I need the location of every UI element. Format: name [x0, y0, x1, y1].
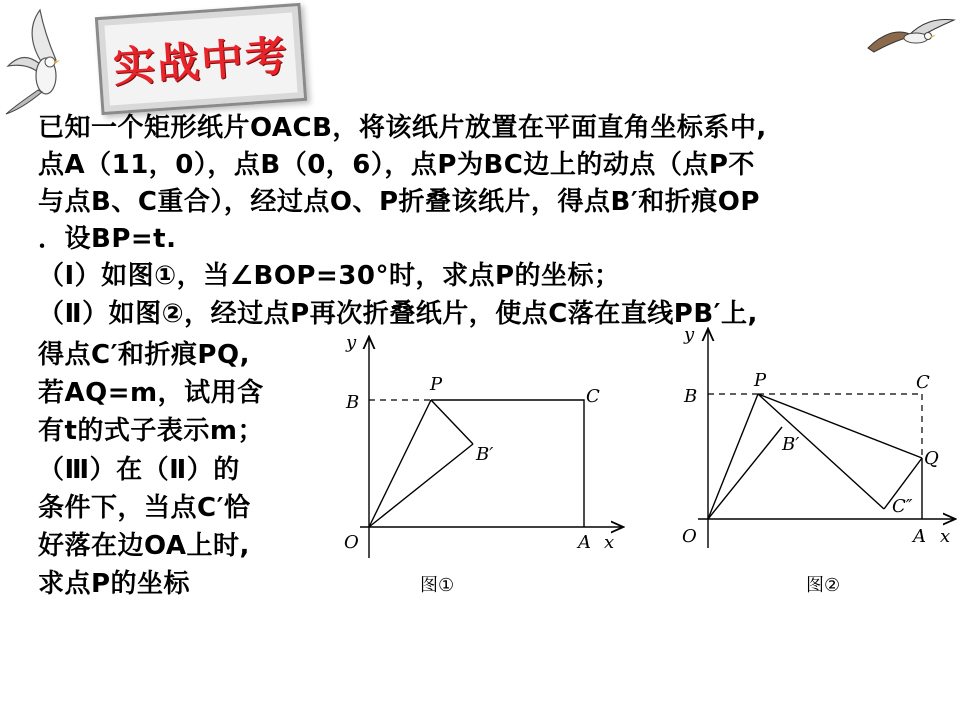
title-banner	[95, 3, 307, 115]
label-q: Q	[924, 448, 939, 469]
label-x: x	[604, 532, 615, 553]
figure-1-caption: 图①	[420, 575, 455, 596]
label-c: C	[916, 372, 930, 393]
problem-line: 得点C′和折痕PQ,	[38, 340, 250, 370]
problem-line: 与点B、C重合），经过点O、P折叠该纸片，得点B′和折痕OP	[38, 187, 760, 217]
label-b-prime: B′	[476, 444, 494, 465]
label-b-prime: B′	[782, 434, 800, 455]
figure-2-caption: 图②	[806, 575, 841, 596]
problem-line: ．设BP=t.	[38, 224, 177, 254]
label-o: O	[682, 526, 697, 547]
problem-line: （Ⅲ）在（Ⅱ）的	[38, 455, 240, 485]
figure-1-diagram	[330, 330, 630, 570]
label-y: y	[346, 332, 357, 353]
fold-line-op	[708, 394, 758, 519]
problem-line: （Ⅰ）如图①，当∠BOP=30°时，求点P的坐标；	[38, 261, 621, 291]
label-o: O	[344, 532, 359, 553]
problem-line: 条件下，当点C′恰	[38, 493, 251, 523]
label-c-prime: C″	[892, 496, 913, 517]
label-x: x	[940, 526, 951, 547]
banner-title: 实战中考	[111, 30, 291, 93]
segment-ob-prime	[708, 427, 782, 519]
problem-line: 已知一个矩形纸片OACB，将该纸片放置在平面直角坐标系中,	[38, 113, 767, 143]
label-c: C	[586, 386, 600, 407]
fold-line-op	[369, 400, 431, 527]
segment-ob-prime	[369, 444, 473, 527]
problem-line: 点A（11，0），点B（0，6），点P为BC边上的动点（点P不	[38, 150, 755, 180]
problem-line: 求点P的坐标	[38, 569, 191, 599]
label-p: P	[754, 370, 767, 391]
label-b: B	[346, 392, 360, 413]
seagull-icon-right	[864, 8, 956, 56]
rectangle-edges	[431, 400, 584, 527]
label-b: B	[684, 386, 698, 407]
label-a: A	[913, 526, 926, 547]
problem-line: 有t的式子表示m；	[38, 416, 265, 446]
problem-line: （Ⅱ）如图②，经过点P再次折叠纸片，使点C落在直线PB′上,	[38, 299, 758, 329]
segment-pc-prime	[758, 394, 884, 509]
seagull-icon-left	[0, 6, 90, 118]
label-y: y	[684, 324, 695, 345]
figure-2-diagram	[670, 324, 960, 564]
segment-pb-prime	[431, 400, 473, 444]
problem-line: 好落在边OA上时,	[38, 531, 250, 561]
label-p: P	[430, 374, 443, 395]
problem-line: 若AQ=m，试用含	[38, 378, 264, 408]
label-a: A	[578, 532, 591, 553]
